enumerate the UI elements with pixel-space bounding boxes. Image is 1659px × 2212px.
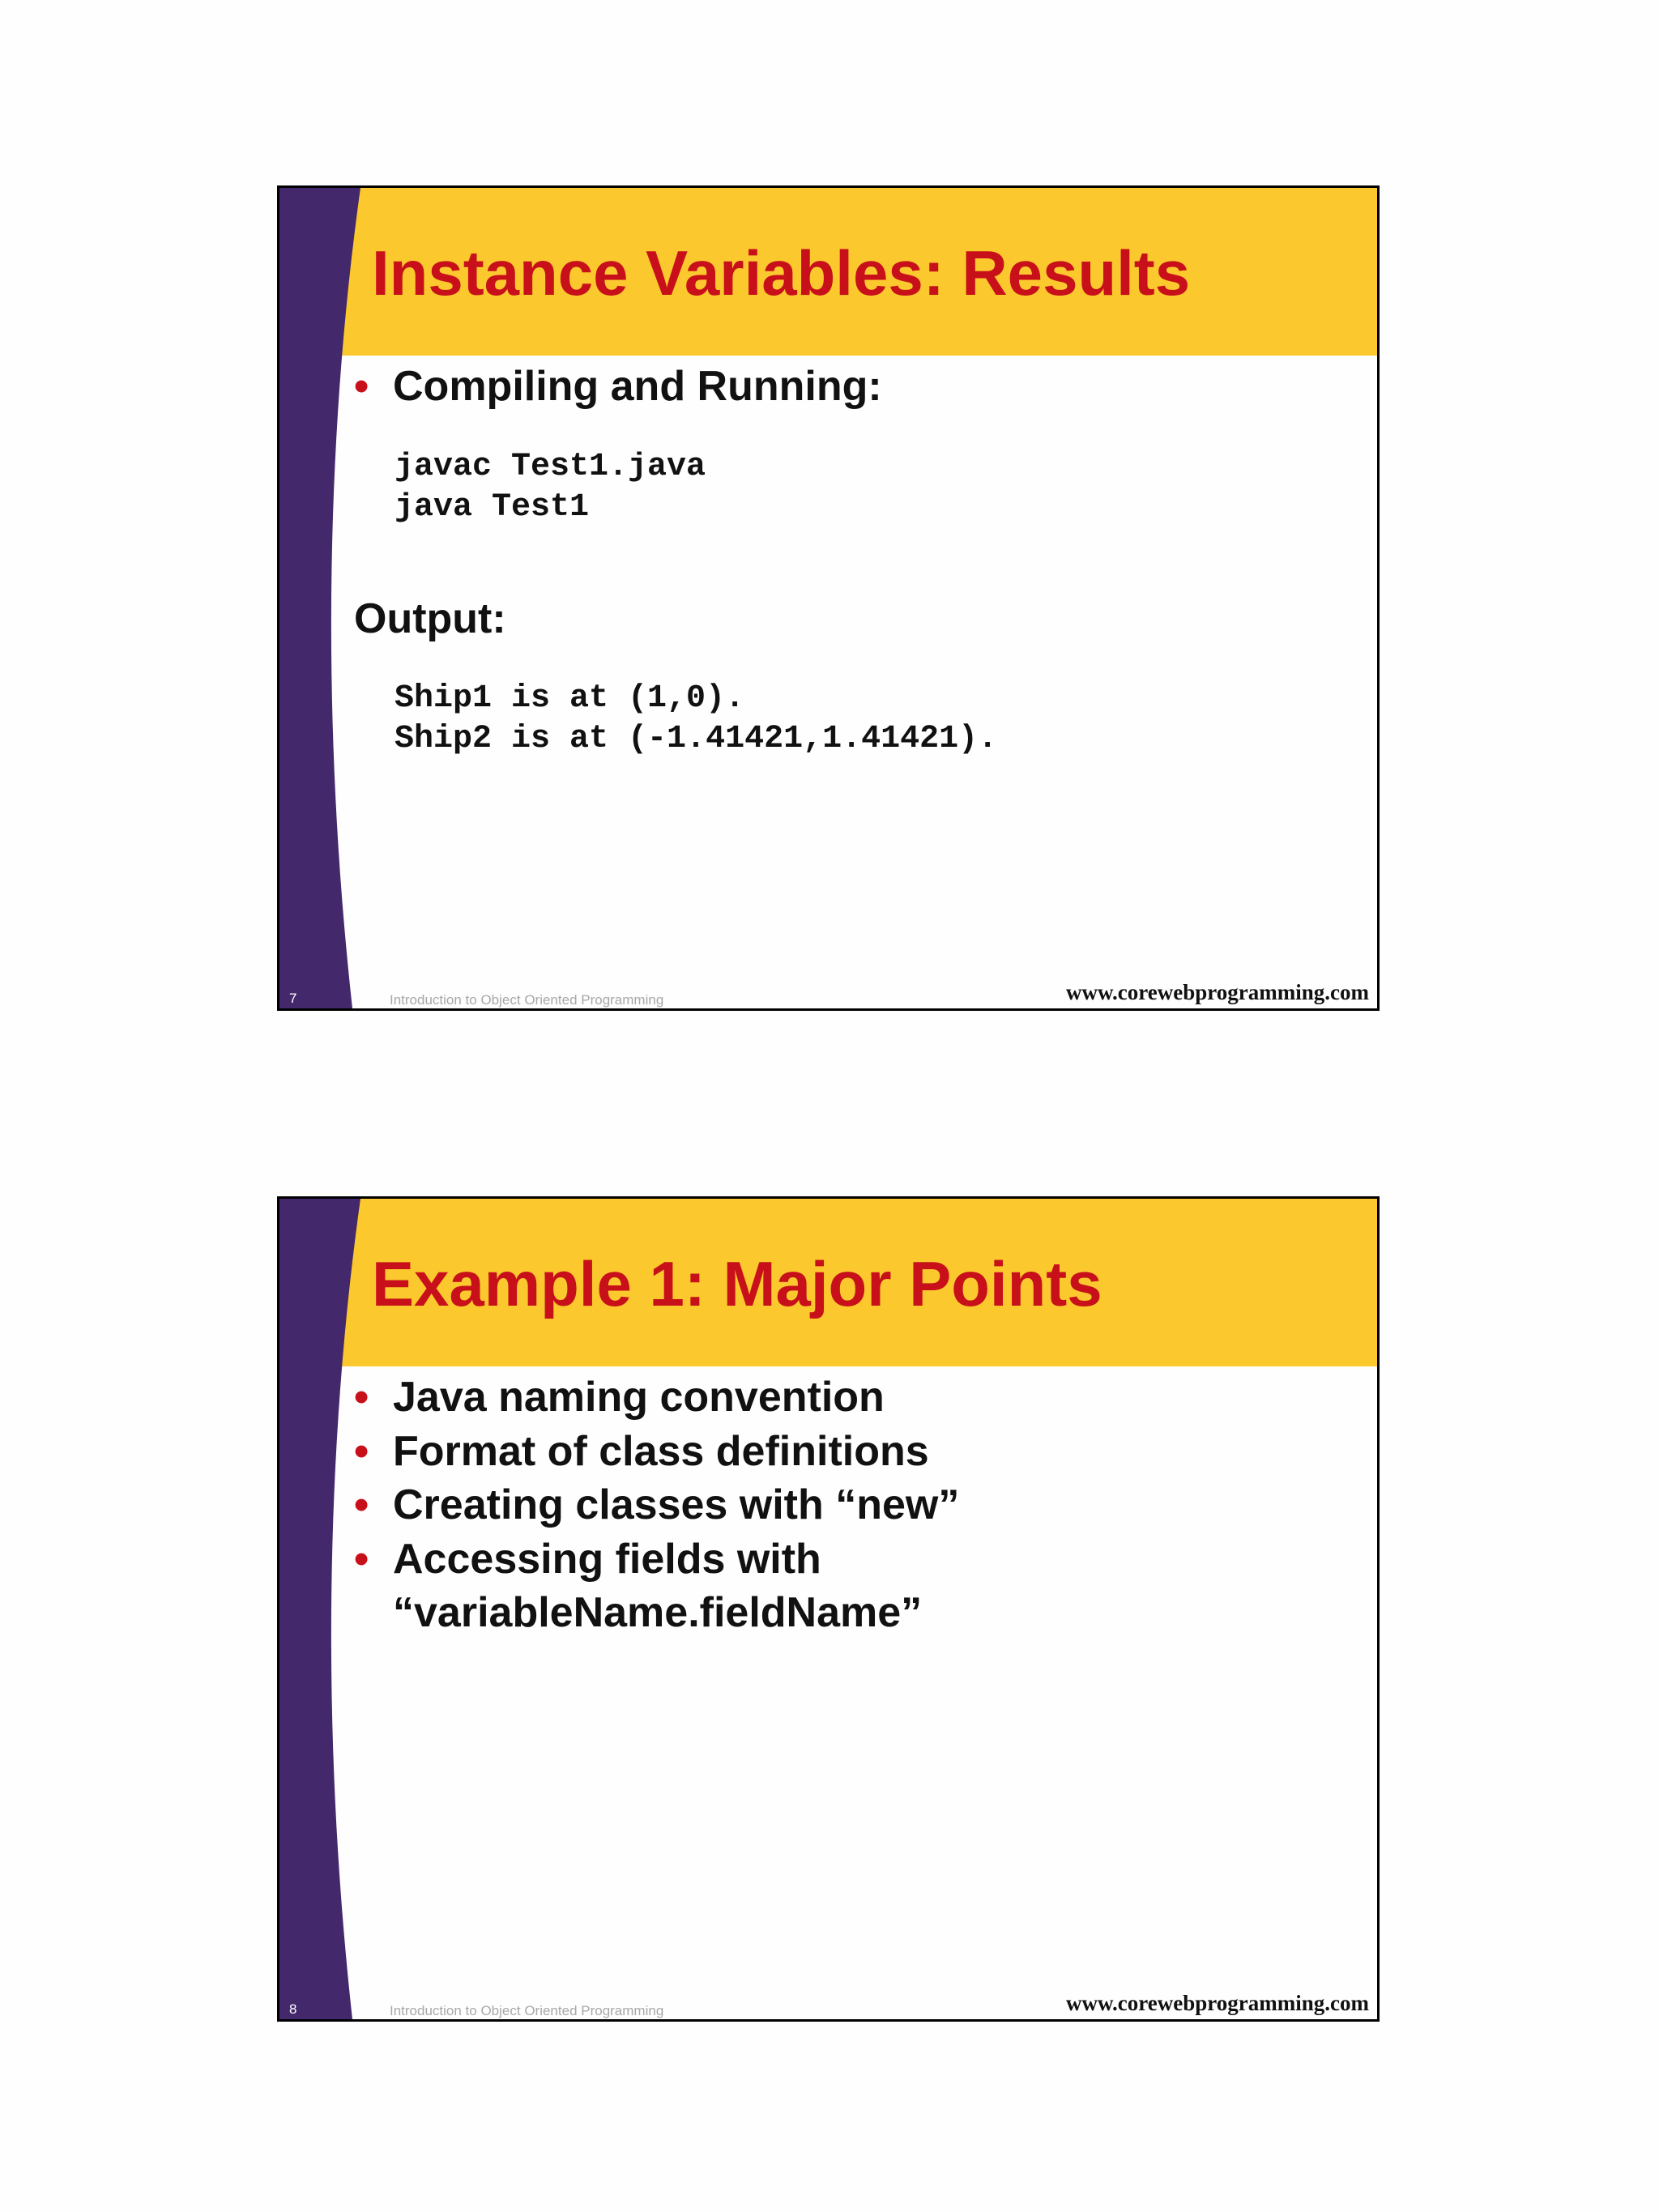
slide-number: 7 <box>289 991 297 1006</box>
footer-course-title: Introduction to Object Oriented Programming <box>390 2003 664 2018</box>
code-line: java Test1 <box>394 489 590 526</box>
bullet-dot-icon: • <box>354 1481 369 1529</box>
slide <box>277 1196 1380 2022</box>
compile-commands <box>394 447 706 528</box>
slide-title: Instance Variables: Results <box>372 237 1191 309</box>
bullet-list <box>354 1370 976 1640</box>
bullet-item: • Format of class definitions <box>354 1425 976 1479</box>
bullet-item: • Compiling and Running: <box>354 360 882 414</box>
code-line: Ship2 is at (-1.41421,1.41421). <box>394 721 998 757</box>
program-output <box>394 679 997 760</box>
slide-title: Example 1: Major Points <box>372 1248 1102 1319</box>
bullet-item: • Java naming convention <box>354 1370 976 1425</box>
footer-url: www.corewebprogramming.com <box>1066 980 1369 1004</box>
bullet-list <box>354 360 882 414</box>
slide <box>277 185 1380 1011</box>
code-line: javac Test1.java <box>394 449 706 485</box>
output-label: Output: <box>354 595 506 642</box>
slide-number: 8 <box>289 2001 297 2017</box>
code-line: Ship1 is at (1,0). <box>394 680 745 717</box>
bullet-dot-icon: • <box>354 363 369 410</box>
footer-course-title: Introduction to Object Oriented Programming <box>390 992 664 1008</box>
bullet-item: • Accessing fields with “variableName.fieldName” <box>354 1532 976 1640</box>
bullet-dot-icon: • <box>354 1535 369 1583</box>
footer-url: www.corewebprogramming.com <box>1066 1991 1369 2015</box>
bullet-dot-icon: • <box>354 1427 369 1475</box>
bullet-dot-icon: • <box>354 1374 369 1421</box>
bullet-item: • Creating classes with “new” <box>354 1478 976 1532</box>
